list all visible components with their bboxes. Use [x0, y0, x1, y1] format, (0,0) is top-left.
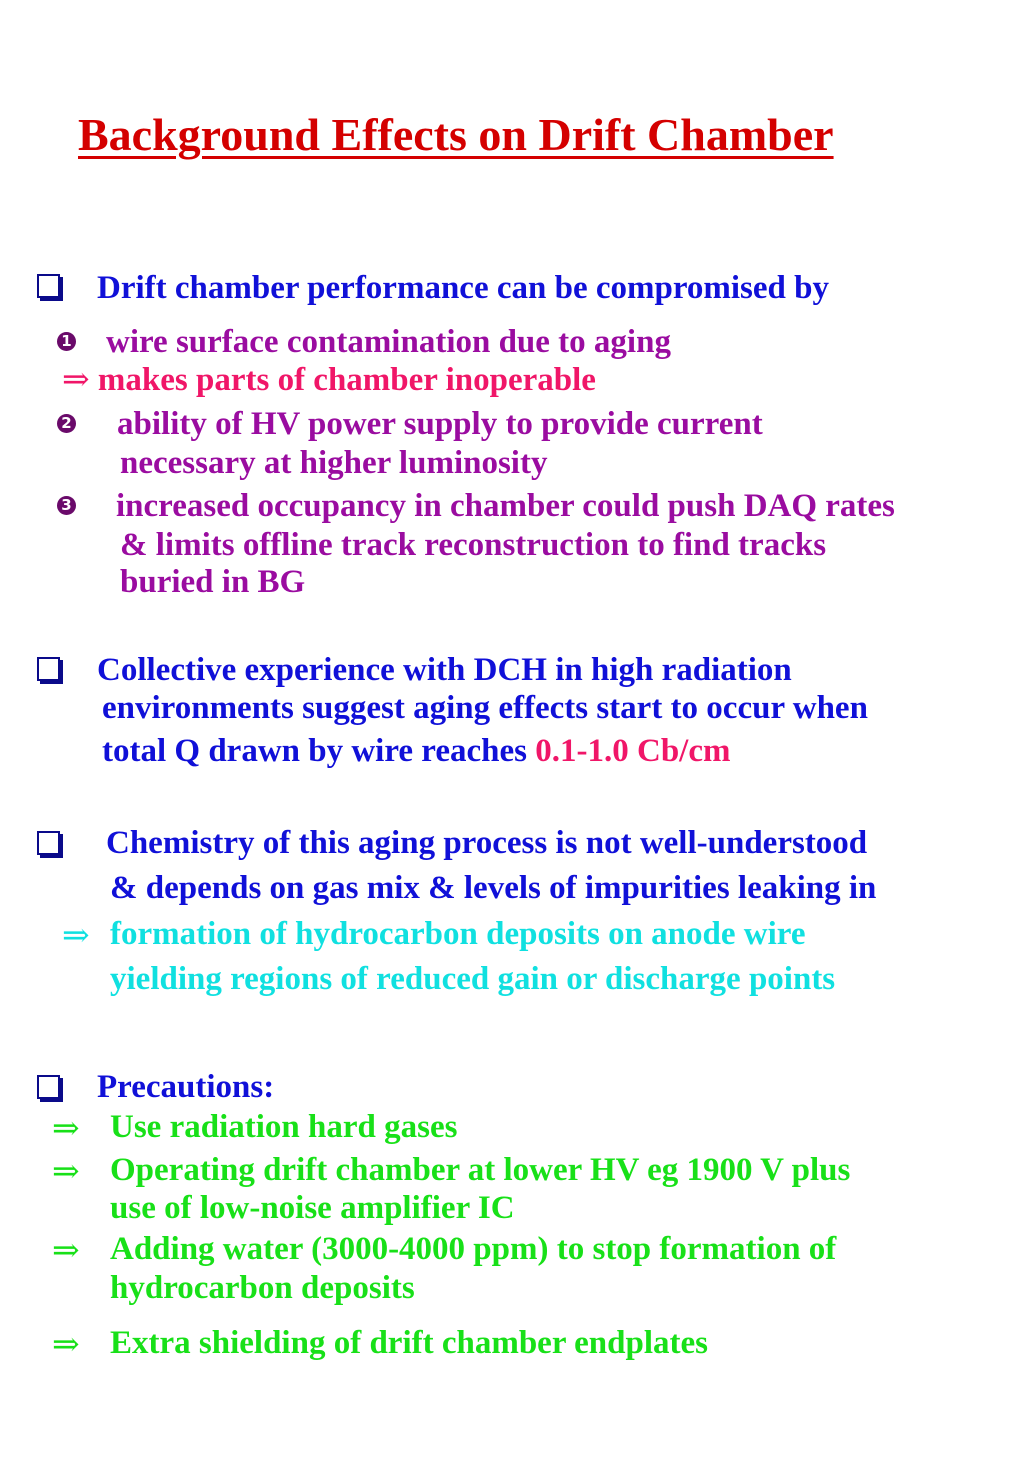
implies-arrow-icon: ⇒: [52, 1324, 80, 1363]
section-2-line-1: Collective experience with DCH in high radiation: [97, 652, 792, 688]
section-2-line-3: [102, 735, 730, 768]
item-3-line-2: & limits offline track reconstruction to find tracks: [120, 527, 827, 563]
precaution-3-line-1: Adding water (3000-4000 ppm) to stop formation of: [110, 1231, 837, 1267]
implies-arrow-icon: ⇒: [52, 1108, 80, 1147]
section-3-consequence-line-2: yielding regions of reduced gain or discharge points: [110, 961, 836, 997]
implies-arrow-icon: ⇒: [62, 359, 90, 398]
section-1-heading: Drift chamber performance can be compromised by: [97, 270, 829, 306]
checkbox-icon: [37, 274, 60, 298]
section-2-line-3-text: total Q drawn by wire reaches: [102, 733, 536, 769]
implies-arrow-icon: ⇒: [62, 915, 90, 954]
checkbox-icon: [37, 1075, 60, 1099]
precaution-2-line-1: Operating drift chamber at lower HV eg 1900 V plus: [110, 1152, 851, 1188]
numbered-bullet-icon: 3: [57, 496, 76, 515]
item-3-line-3: buried in BG: [120, 564, 306, 600]
implies-arrow-icon: ⇒: [52, 1151, 80, 1190]
checkbox-icon: [37, 831, 60, 855]
charge-threshold: 0.1-1.0 Cb/cm: [535, 733, 731, 769]
precaution-3-line-2: hydrocarbon deposits: [110, 1270, 415, 1306]
item-1-consequence-text: makes parts of chamber inoperable: [97, 362, 596, 398]
section-3-line-1: Chemistry of this aging process is not well-understood: [106, 825, 868, 861]
numbered-bullet-icon: 1: [57, 332, 76, 351]
checkbox-icon: [37, 657, 60, 681]
item-1-consequence: [62, 359, 596, 398]
item-2-line-2: necessary at higher luminosity: [120, 445, 548, 481]
section-3-consequence-line-1: formation of hydrocarbon deposits on anode wire: [110, 916, 806, 952]
section-2-line-2: environments suggest aging effects start to occur when: [102, 690, 868, 726]
precaution-2-line-2: use of low-noise amplifier IC: [110, 1190, 515, 1226]
item-2-line-1: ability of HV power supply to provide current: [117, 406, 763, 442]
implies-arrow-icon: ⇒: [52, 1230, 80, 1269]
item-3-line-1: increased occupancy in chamber could push DAQ rates: [116, 488, 895, 524]
numbered-bullet-icon: 2: [57, 414, 76, 433]
precaution-1-line-1: Use radiation hard gases: [110, 1109, 458, 1145]
page-title: Background Effects on Drift Chamber: [78, 109, 834, 160]
precaution-4-line-1: Extra shielding of drift chamber endplates: [110, 1325, 708, 1361]
section-3-line-2: & depends on gas mix & levels of impurities leaking in: [110, 870, 877, 906]
precautions-heading: Precautions:: [97, 1069, 275, 1105]
item-1-line-1: wire surface contamination due to aging: [106, 324, 671, 360]
